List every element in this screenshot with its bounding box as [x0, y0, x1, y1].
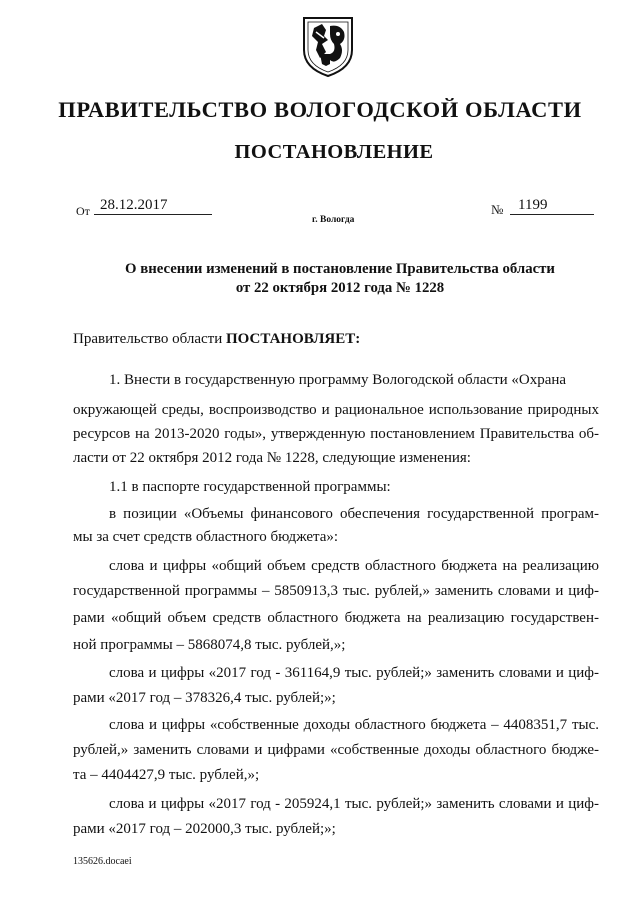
body-line: рублей,» заменить словами и цифрами «собственные доходы областного бюдже-: [73, 742, 599, 758]
document-number: 1199: [510, 197, 594, 215]
body-line: в позиции «Объемы финансового обеспечения государственной програм-: [109, 506, 599, 522]
body-line: слова и цифры «собственные доходы областного бюджета – 4408351,7 тыс.: [109, 717, 599, 733]
city: г. Вологда: [312, 215, 355, 225]
number-label: №: [491, 202, 504, 217]
document-title: [0, 260, 640, 298]
body-line: ресурсов на 2013-2020 годы», утвержденную постановлением Правительства об-: [73, 426, 599, 442]
body-line: та – 4404427,9 тыс. рублей,»;: [73, 767, 260, 783]
body-line: рами «2017 год – 378326,4 тыс. рублей;»;: [73, 690, 336, 706]
date-label: От: [76, 204, 90, 218]
body-line: слова и цифры «2017 год - 205924,1 тыс. рублей;» заменить словами и циф-: [109, 796, 599, 812]
title-line: О внесении изменений в постановление Правительства области: [125, 261, 555, 277]
file-code: 135626.docaei: [73, 856, 132, 867]
body-line: 1. Внести в государственную программу Вологодской области «Охрана: [109, 372, 567, 388]
body-line: слова и цифры «общий объем средств областного бюджета на реализацию: [109, 558, 599, 574]
title-line: от 22 октября 2012 года № 1228: [235, 280, 445, 296]
body-line: государственной программы – 5850913,3 тыс. рублей,» заменить словами и циф-: [73, 583, 599, 599]
body-line: ной программы – 5868074,8 тыс. рублей,»;: [73, 637, 346, 653]
document-date: 28.12.2017: [94, 197, 212, 215]
body-line: рами «общий объем средств областного бюджета на реализацию государствен-: [73, 610, 599, 626]
body-line: слова и цифры «2017 год - 361164,9 тыс. рублей;» заменить словами и циф-: [109, 665, 599, 681]
body-line: ласти от 22 октября 2012 года № 1228, следующие изменения:: [73, 450, 471, 466]
document-type: ПОСТАНОВЛЕНИЕ: [234, 141, 434, 163]
vologda-coat-of-arms-icon: [300, 14, 356, 78]
decree-statement: [73, 331, 360, 348]
body-line: мы за счет средств областного бюджета»:: [73, 529, 339, 545]
decree-keyword: ПОСТАНОВЛЯЕТ:: [225, 331, 361, 347]
body-line: окружающей среды, воспроизводство и рациональное использование природных: [73, 402, 599, 418]
government-name: ПРАВИТЕЛЬСТВО ВОЛОГОДСКОЙ ОБЛАСТИ: [58, 97, 582, 122]
body-line: рами «2017 год – 202000,3 тыс. рублей;»;: [73, 821, 336, 837]
body-line: 1.1 в паспорте государственной программы:: [109, 479, 391, 495]
decree-prefix: Правительство области: [73, 331, 226, 347]
